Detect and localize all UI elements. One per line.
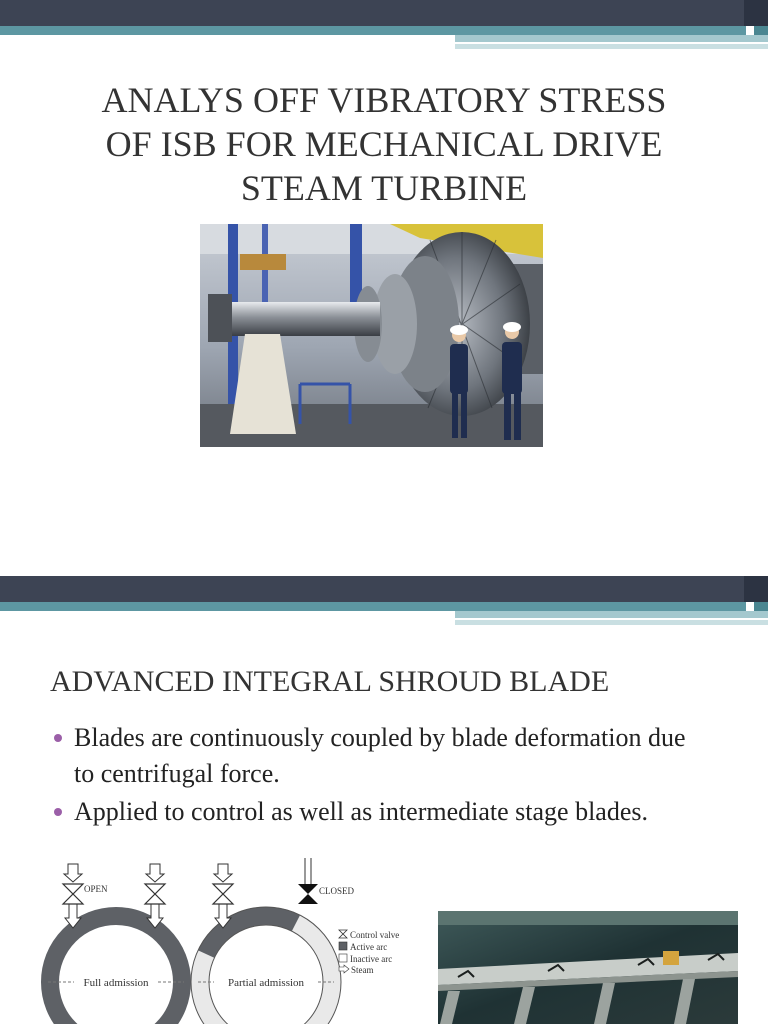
closed-valve-icon (298, 884, 318, 904)
bullet-item (52, 794, 692, 830)
partial-admission-label: Partial admission (227, 977, 305, 989)
full-admission-ring (48, 864, 184, 1024)
title-line-3: STEAM TURBINE (240, 168, 528, 208)
legend-item: Inactive arc (350, 954, 393, 964)
bullet-text: Applied to control as well as intermediate stage blades. (74, 797, 648, 826)
title-line-1: ANALYS OFF VIBRATORY STRESS (101, 80, 667, 120)
full-admission-label: Full admission (83, 977, 149, 989)
admission-diagram (30, 858, 430, 1024)
bullet-list (52, 720, 692, 832)
inactive-arc-legend-icon (339, 954, 347, 962)
partial-admission-ring (191, 858, 355, 1024)
control-valve-legend-icon (339, 930, 347, 938)
bullet-text: Blades are continuously coupled by blade deformation due to centrifugal force. (74, 723, 686, 788)
open-label: OPEN (84, 884, 108, 894)
bullet-icon (54, 734, 62, 742)
slide-title (40, 78, 728, 210)
control-valve-icon (63, 884, 165, 904)
slide-header-bar (0, 576, 768, 642)
legend-item: Active arc (350, 942, 388, 952)
slide-header-bar (0, 0, 768, 66)
control-valve-icon (213, 884, 233, 904)
legend-item: Steam (351, 965, 374, 975)
bullet-item (52, 720, 692, 792)
legend-item: Control valve (350, 930, 400, 940)
shroud-blade-photo (438, 911, 738, 1024)
closed-label: CLOSED (319, 886, 355, 896)
title-line-2: OF ISB FOR MECHANICAL DRIVE (105, 124, 663, 164)
slide-title: ADVANCED INTEGRAL SHROUD BLADE (50, 665, 610, 698)
active-arc-legend-icon (339, 942, 347, 950)
steam-turbine-photo (200, 224, 543, 447)
slide-2 (0, 576, 768, 1024)
diagram-legend (339, 930, 399, 975)
bullet-icon (54, 808, 62, 816)
